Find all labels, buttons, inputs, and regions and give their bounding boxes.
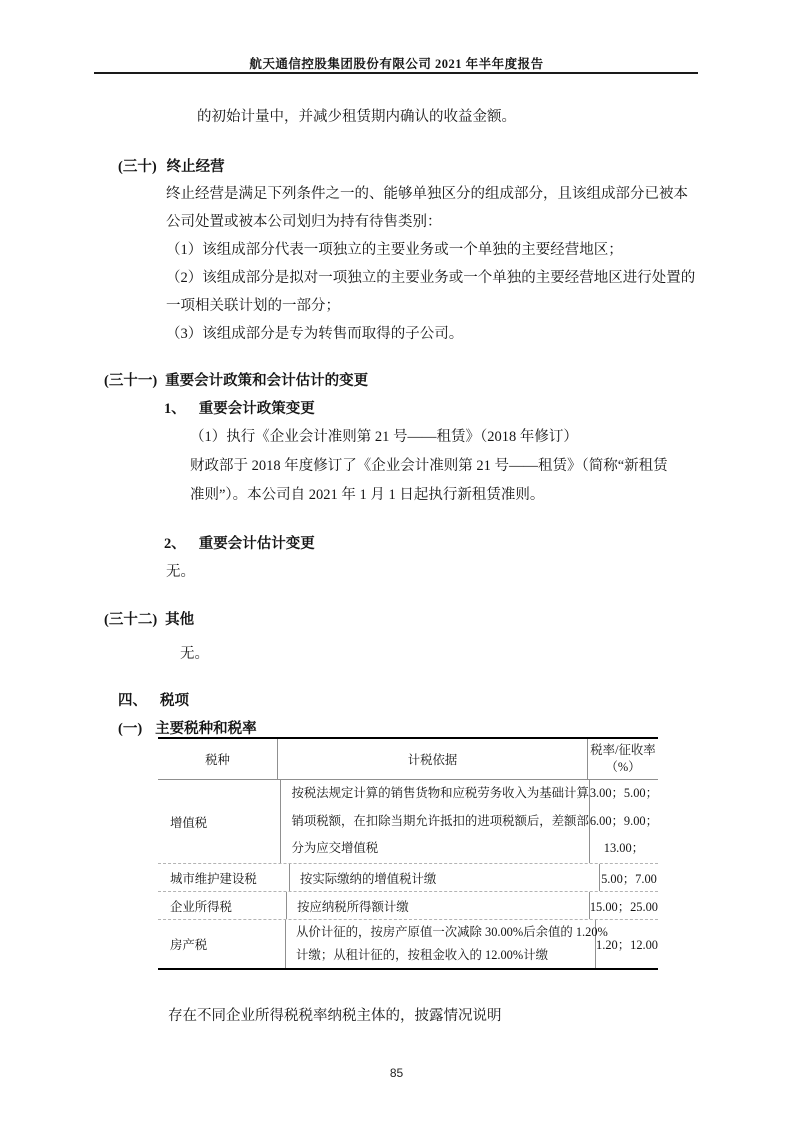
tax-basis-cell: 按应纳税所得额计缴 bbox=[286, 892, 590, 919]
subsection-1-title: 重要会计政策变更 bbox=[198, 401, 315, 417]
page-header-title: 航天通信控股集团股份有限公司 2021 年半年度报告 bbox=[249, 57, 544, 71]
table-header-row bbox=[158, 739, 658, 780]
basis-line: 按税法规定计算的销售货物和应税劳务收入为基础计算 bbox=[291, 786, 589, 801]
tax-basis-cell bbox=[280, 780, 589, 863]
rate-line: 6.00；9.00； bbox=[589, 813, 658, 828]
subsection-1-body bbox=[190, 423, 668, 510]
section-30-number: (三十) bbox=[118, 159, 157, 175]
subsection-2-number: 2、 bbox=[164, 536, 186, 552]
section-32-number: (三十二) bbox=[104, 612, 158, 628]
page-number: 85 bbox=[389, 1066, 404, 1080]
section-32-content: 无。 bbox=[180, 646, 209, 662]
column-header-tax-rate bbox=[588, 739, 658, 779]
subsection-1-number: 1、 bbox=[164, 401, 186, 417]
footer-note: 存在不同企业所得税税率纳税主体的，披露情况说明 bbox=[168, 1008, 502, 1024]
column-header-tax-type: 税种 bbox=[205, 753, 230, 767]
basis-line: 分为应交增值税 bbox=[291, 841, 379, 856]
tax-rate-cell bbox=[590, 780, 658, 863]
section-31-heading bbox=[104, 371, 368, 391]
table-row-urban-maintenance-tax bbox=[158, 864, 658, 892]
section-30-heading bbox=[118, 157, 225, 177]
section-4-1-heading bbox=[118, 719, 257, 739]
tax-rate-cell: 5.00；7.00 bbox=[601, 871, 657, 886]
tax-rate-cell: 15.00；25.00 bbox=[589, 899, 658, 914]
basis-line: 销项税额，在扣除当期允许抵扣的进项税额后，差额部 bbox=[291, 813, 589, 828]
tax-basis-cell: 按实际缴纳的增值税计缴 bbox=[289, 864, 600, 891]
paragraph-line: 终止经营是满足下列条件之一的、能够单独区分的组成部分，且该组成部分已被本 bbox=[166, 186, 688, 202]
section-4-1-title: 主要税种和税率 bbox=[155, 721, 257, 737]
subsection-2-heading bbox=[164, 534, 315, 554]
intro-line: 的初始计量中，并减少租赁期内确认的收益金额。 bbox=[197, 109, 516, 125]
tax-rate-cell: 1.20；12.00 bbox=[596, 938, 658, 952]
basis-line: 计缴；从租计征的，按租金收入的 12.00%计缴 bbox=[296, 948, 548, 962]
header-rule bbox=[94, 72, 698, 74]
paragraph-line: 财政部于 2018 年度修订了《企业会计准则第 21 号——租赁》（简称“新租赁 bbox=[190, 458, 668, 474]
tax-type-cell: 增值税 bbox=[170, 815, 208, 830]
section-30-title: 终止经营 bbox=[166, 159, 225, 175]
subsection-2-title: 重要会计估计变更 bbox=[198, 536, 315, 552]
tax-type-cell: 房产税 bbox=[170, 938, 208, 952]
tax-type-cell: 城市维护建设税 bbox=[170, 871, 257, 886]
paragraph-line: 一项相关联计划的一部分； bbox=[166, 298, 340, 314]
column-header-tax-basis: 计税依据 bbox=[277, 739, 588, 779]
paragraph-line: （1）该组成部分代表一项独立的主要业务或一个单独的主要经营地区； bbox=[166, 242, 623, 258]
table-row-corporate-income-tax bbox=[158, 892, 658, 920]
subsection-1-heading bbox=[164, 399, 315, 419]
rate-line: 3.00；5.00； bbox=[589, 786, 658, 801]
tax-basis-cell bbox=[285, 920, 608, 968]
subsection-2-content: 无。 bbox=[166, 564, 195, 580]
paragraph-line: 公司处置或被本公司划归为持有待售类别： bbox=[166, 214, 442, 230]
section-32-title: 其他 bbox=[165, 612, 195, 628]
basis-line: 从价计征的，按房产原值一次减除 30.00%后余值的 1.20% bbox=[296, 925, 608, 939]
paragraph-line: （2）该组成部分是拟对一项独立的主要业务或一个单独的主要经营地区进行处置的 bbox=[166, 270, 696, 286]
paragraph-line: （1）执行《企业会计准则第 21 号——租赁》（2018 年修订） bbox=[190, 429, 578, 445]
rate-header-line: （%） bbox=[605, 760, 641, 774]
tax-table bbox=[158, 737, 658, 970]
section-30-body bbox=[166, 180, 695, 348]
section-31-title: 重要会计政策和会计估计的变更 bbox=[165, 373, 369, 389]
paragraph-line: （3）该组成部分是专为转售而取得的子公司。 bbox=[166, 326, 464, 342]
paragraph-line: 准则”）。本公司自 2021 年 1 月 1 日起执行新租赁准则。 bbox=[190, 487, 545, 503]
section-31-number: (三十一) bbox=[104, 373, 158, 389]
section-4-heading bbox=[118, 691, 189, 711]
table-row-property-tax bbox=[158, 920, 658, 968]
table-row-vat bbox=[158, 780, 658, 864]
section-4-title: 税项 bbox=[160, 693, 189, 709]
section-4-1-number: (一) bbox=[118, 721, 143, 737]
section-32-heading bbox=[104, 610, 194, 630]
rate-header-line: 税率/征收率 bbox=[590, 743, 656, 757]
section-4-number: 四、 bbox=[118, 693, 147, 709]
rate-line: 13.00； bbox=[603, 841, 645, 856]
tax-type-cell: 企业所得税 bbox=[170, 899, 232, 914]
